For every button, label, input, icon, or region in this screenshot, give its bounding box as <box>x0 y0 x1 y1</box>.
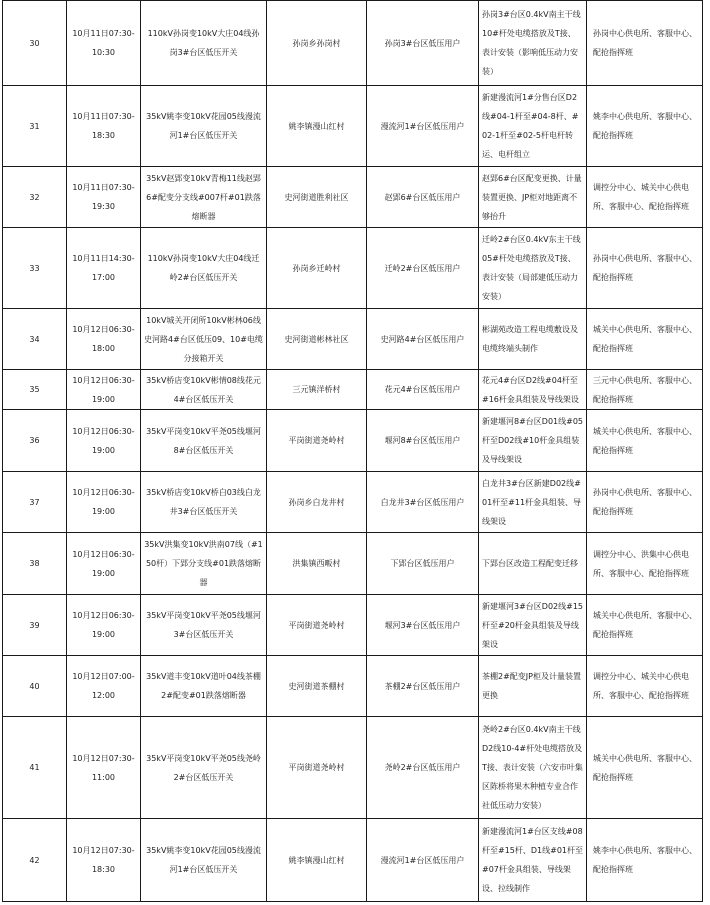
cell-unit: 城关中心供电所、客服中心、配抢指挥班 <box>587 717 703 819</box>
cell-work: 迁岭2#台区0.4kV东主干线05#杆处电缆搭放及T接、表计安装（局部建低压动力安装） <box>479 228 587 309</box>
cell-time: 10月12日07:30-11:00 <box>67 717 141 819</box>
cell-work: 下郢台区改造工程配变迁移 <box>479 533 587 595</box>
cell-device: 35kV平岗变10kV平尧05线堰河3#台区低压开关 <box>141 595 267 656</box>
cell-village: 三元镇洋桥村 <box>267 370 367 410</box>
cell-device: 35kV姚李变10kV花园05线漫流河1#台区低压开关 <box>141 819 267 902</box>
cell-users: 史河路4#台区低压用户 <box>367 309 479 370</box>
cell-time: 10月12日06:30-19:00 <box>67 472 141 533</box>
cell-users: 孙岗3#台区低压用户 <box>367 1 479 86</box>
cell-users: 下郢台区低压用户 <box>367 533 479 595</box>
cell-users: 迁岭2#台区低压用户 <box>367 228 479 309</box>
cell-users: 漫流河1#台区低压用户 <box>367 86 479 167</box>
cell-time: 10月11日07:30-19:30 <box>67 167 141 228</box>
cell-work: 孙岗3#台区0.4kV南主干线10#杆处电缆搭放及T接、表计安装（影响低压动力安装） <box>479 1 587 86</box>
cell-unit: 城关中心供电所、客服中心、配抢指挥班 <box>587 410 703 472</box>
table-row <box>3 86 703 167</box>
table-row <box>3 595 703 656</box>
cell-time: 10月12日07:30-18:30 <box>67 819 141 902</box>
cell-unit: 调控分中心、城关中心供电所、客服中心、配抢指挥班 <box>587 167 703 228</box>
cell-unit: 调控分中心、洪集中心供电所、客服中心、配抢指挥班 <box>587 533 703 595</box>
cell-work: 新建漫流河1#分售台区D2线#04-1杆至#04-8杆、#02-1杆至#02-5杆电杆转运、电杆组立 <box>479 86 587 167</box>
cell-unit: 孙岗中心供电所、客服中心、配抢指挥班 <box>587 1 703 86</box>
cell-users: 茶棚2#台区低压用户 <box>367 656 479 717</box>
cell-time: 10月12日06:30-19:00 <box>67 595 141 656</box>
table-row <box>3 228 703 309</box>
cell-time: 10月11日07:30-18:30 <box>67 86 141 167</box>
cell-no: 38 <box>3 533 67 595</box>
cell-work: 新建堰河8#台区D01线#05杆至D02线#10杆金具组装及导线架设 <box>479 410 587 472</box>
cell-time: 10月12日06:30-19:00 <box>67 370 141 410</box>
cell-users: 白龙井3#台区低压用户 <box>367 472 479 533</box>
cell-village: 姚李镇漫山红村 <box>267 819 367 902</box>
table-row <box>3 819 703 902</box>
cell-no: 34 <box>3 309 67 370</box>
cell-users: 堰河8#台区低压用户 <box>367 410 479 472</box>
cell-village: 孙岗乡迁岭村 <box>267 228 367 309</box>
cell-unit: 孙岗中心供电所、客服中心、配抢指挥班 <box>587 228 703 309</box>
cell-work: 彬湖苑改造工程电缆敷设及电缆终端头制作 <box>479 309 587 370</box>
cell-device: 35kV洪集变10kV洪南07线（#150杆）下郢分支线#01跌落熔断器 <box>141 533 267 595</box>
cell-work: 花元4#台区D2线#04杆至#16杆金具组装及导线架设 <box>479 370 587 410</box>
cell-village: 平岗街道尧岭村 <box>267 410 367 472</box>
cell-village: 孙岗乡白龙井村 <box>267 472 367 533</box>
cell-no: 39 <box>3 595 67 656</box>
cell-village: 平岗街道尧岭村 <box>267 595 367 656</box>
cell-no: 32 <box>3 167 67 228</box>
cell-device: 35kV姚李变10kV花园05线漫流河1#台区低压开关 <box>141 86 267 167</box>
table-row <box>3 370 703 410</box>
cell-device: 10kV城关开闭所10kV彬林06线史河路4#台区低压09、10#电缆分接箱开关 <box>141 309 267 370</box>
cell-no: 41 <box>3 717 67 819</box>
cell-device: 35kV桥店变10kV彬情08线花元4#台区低压开关 <box>141 370 267 410</box>
cell-no: 35 <box>3 370 67 410</box>
cell-work: 新建漫流河1#台区支线#08杆至#15杆、D1线#01杆至#07杆金具组装、导线架设、拉线制作 <box>479 819 587 902</box>
cell-unit: 姚李中心供电所、客服中心、配抢指挥班 <box>587 819 703 902</box>
cell-device: 110kV孙岗变10kV大庄04线孙岗3#台区低压开关 <box>141 1 267 86</box>
cell-time: 10月12日06:30-18:00 <box>67 309 141 370</box>
cell-no: 36 <box>3 410 67 472</box>
cell-unit: 城关中心供电所、客服中心、配抢指挥班 <box>587 309 703 370</box>
cell-village: 洪集镇西畈村 <box>267 533 367 595</box>
cell-device: 110kV孙岗变10kV大庄04线迁岭2#台区低压开关 <box>141 228 267 309</box>
cell-no: 40 <box>3 656 67 717</box>
cell-no: 30 <box>3 1 67 86</box>
cell-village: 孙岗乡孙岗村 <box>267 1 367 86</box>
cell-work: 茶棚2#配变JP柜及计量装置更换 <box>479 656 587 717</box>
cell-work: 赵郢6#台区配变更换、计量装置更换、JP柜对地距离不够抬升 <box>479 167 587 228</box>
cell-work: 新建堰河3#台区D02线#15杆至#20杆金具组装及导线架设 <box>479 595 587 656</box>
cell-unit: 调控分中心、城关中心供电所、客服中心、配抢指挥班 <box>587 656 703 717</box>
cell-unit: 孙岗中心供电所、客服中心、配抢指挥班 <box>587 472 703 533</box>
table-row <box>3 167 703 228</box>
cell-users: 尧岭2#台区低压用户 <box>367 717 479 819</box>
cell-no: 31 <box>3 86 67 167</box>
cell-device: 35kV平岗变10kV平尧05线堰河8#台区低压开关 <box>141 410 267 472</box>
table-row <box>3 656 703 717</box>
outage-schedule-table <box>2 0 703 902</box>
cell-device: 35kV道丰变10kV道叶04线茶棚2#配变#01跌落熔断器 <box>141 656 267 717</box>
cell-time: 10月12日06:30-19:00 <box>67 410 141 472</box>
table-row <box>3 1 703 86</box>
cell-unit: 三元中心供电所、客服中心、配抢指挥班 <box>587 370 703 410</box>
cell-work: 尧岭2#台区0.4kV南主干线D2线10-4#杆处电缆搭放及T接、表计安装（六安市叶集区陈桥将果木种植专业合作社低压动力安装） <box>479 717 587 819</box>
cell-users: 堰河3#台区低压用户 <box>367 595 479 656</box>
table-row <box>3 472 703 533</box>
cell-no: 42 <box>3 819 67 902</box>
cell-device: 35kV赵郢变10kV青梅11线赵郢6#配变分支线#007杆#01跌落熔断器 <box>141 167 267 228</box>
cell-no: 37 <box>3 472 67 533</box>
cell-no: 33 <box>3 228 67 309</box>
cell-unit: 姚李中心供电所、客服中心、配抢指挥班 <box>587 86 703 167</box>
cell-device: 35kV平岗变10kV平尧05线尧岭2#台区低压开关 <box>141 717 267 819</box>
cell-time: 10月11日14:30-17:00 <box>67 228 141 309</box>
table-row <box>3 717 703 819</box>
table-row <box>3 410 703 472</box>
table-row <box>3 533 703 595</box>
cell-village: 史河街道胜利社区 <box>267 167 367 228</box>
cell-village: 史河街道彬林社区 <box>267 309 367 370</box>
cell-time: 10月12日07:00-12:00 <box>67 656 141 717</box>
cell-users: 漫流河1#台区低压用户 <box>367 819 479 902</box>
cell-village: 史河街道茶棚村 <box>267 656 367 717</box>
cell-time: 10月11日07:30-10:30 <box>67 1 141 86</box>
cell-work: 白龙井3#台区新建D02线#01杆至#11杆金具组装、导线架设 <box>479 472 587 533</box>
table-row <box>3 309 703 370</box>
cell-village: 平岗街道尧岭村 <box>267 717 367 819</box>
cell-village: 姚李镇漫山红村 <box>267 86 367 167</box>
cell-device: 35kV桥店变10kV桥白03线白龙井3#台区低压开关 <box>141 472 267 533</box>
cell-time: 10月12日06:30-19:00 <box>67 533 141 595</box>
cell-unit: 城关中心供电所、客服中心、配抢指挥班 <box>587 595 703 656</box>
cell-users: 赵郢6#台区低压用户 <box>367 167 479 228</box>
table-body <box>3 1 703 902</box>
cell-users: 花元4#台区低压用户 <box>367 370 479 410</box>
